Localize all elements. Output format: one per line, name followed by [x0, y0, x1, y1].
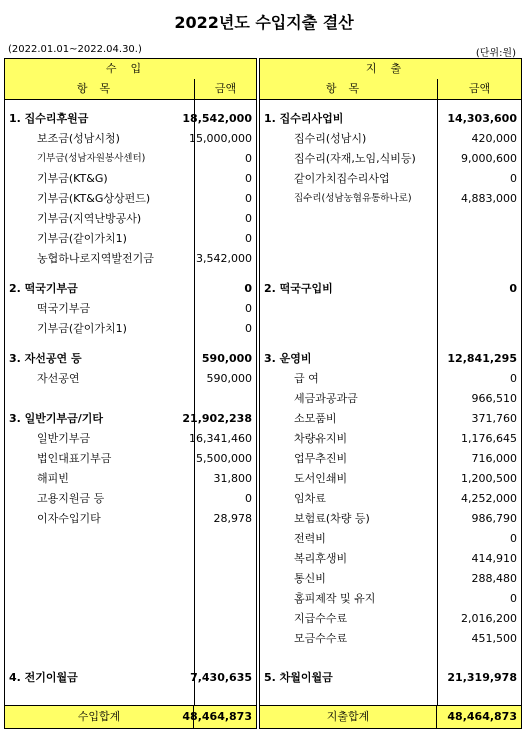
income-row-label: 떡국기부금: [37, 302, 91, 315]
income-row-amount: 0: [245, 212, 252, 225]
expense-row-amount: 9,000,600: [461, 152, 517, 165]
expense-row: [260, 489, 521, 509]
expense-row-label: 업무추진비: [294, 452, 348, 465]
income-total-label: 수입합계: [5, 706, 194, 728]
expense-row-amount: 21,319,978: [447, 671, 517, 684]
income-panel: [4, 58, 257, 729]
expense-row-label: 지급수수료: [294, 612, 348, 625]
income-row-amount: 31,800: [213, 472, 252, 485]
expense-row-label: 전력비: [294, 532, 326, 545]
expense-row-label: 복리후생비: [294, 552, 348, 565]
expense-row: [260, 409, 521, 429]
income-row-label: 3. 일반기부금/기타: [9, 412, 104, 425]
expense-row-amount: 716,000: [471, 452, 517, 465]
income-row-amount: 18,542,000: [182, 112, 252, 125]
income-row-label: 농협하나로지역발전기금: [37, 252, 154, 265]
expense-row-amount: 14,303,600: [447, 112, 517, 125]
income-row-amount: 0: [245, 192, 252, 205]
expense-row-amount: 0: [510, 532, 517, 545]
expense-row-label: 임차료: [294, 492, 326, 505]
income-row-label: 기부금(성남자원봉사센터): [37, 153, 146, 164]
expense-row-label: 집수리(자재,노임,식비등): [294, 152, 416, 165]
expense-row-amount: 451,500: [471, 632, 517, 645]
expense-row-amount: 420,000: [471, 132, 517, 145]
income-row-label: 기부금(KT&G상상펀드): [37, 192, 151, 205]
income-row-amount: 590,000: [206, 372, 252, 385]
expense-row: [260, 369, 521, 389]
expense-panel: [259, 58, 522, 729]
expense-row-amount: 288,480: [471, 572, 517, 585]
expense-row-amount: 12,841,295: [447, 352, 517, 365]
income-row: [5, 369, 256, 389]
income-total-row: [5, 705, 256, 728]
expense-row-label: 세금과공과금: [294, 392, 358, 405]
expense-row-label: 모금수수료: [294, 632, 348, 645]
income-row: [5, 229, 256, 249]
expense-row-label: 집수리(성남시): [294, 132, 367, 145]
income-row-amount: 0: [245, 492, 252, 505]
expense-row: [260, 429, 521, 449]
expense-row: [260, 109, 521, 129]
expense-row-label: 보험료(차량 등): [294, 512, 370, 525]
expense-row-amount: 0: [509, 282, 517, 295]
expense-row-label: 2. 떡국구입비: [264, 282, 333, 295]
expense-row-label: 소모품비: [294, 412, 337, 425]
income-row: [5, 209, 256, 229]
expense-row-amount: 0: [510, 592, 517, 605]
unit-label: (단위:원): [475, 48, 516, 59]
income-row-amount: 0: [245, 232, 252, 245]
income-row-label: 고용지원금 등: [37, 492, 105, 505]
expense-row-label: 차량유지비: [294, 432, 348, 445]
income-row-label: 일반기부금: [37, 432, 91, 445]
income-row: [5, 489, 256, 509]
income-row-amount: 0: [245, 172, 252, 185]
expense-row: [260, 449, 521, 469]
income-row: [5, 189, 256, 209]
expense-row: [260, 469, 521, 489]
income-row-label: 기부금(같이가치1): [37, 322, 127, 335]
income-row-label: 3. 자선공연 등: [9, 352, 82, 365]
income-column-header: [5, 79, 256, 100]
expense-row: [260, 509, 521, 529]
page-title: 2022년도 수입지출 결산: [174, 13, 354, 32]
income-row: [5, 429, 256, 449]
expense-row: [260, 169, 521, 189]
expense-total-value: 48,464,873: [447, 710, 517, 723]
income-row-label: 보조금(성남시청): [37, 132, 120, 145]
income-row-label: 4. 전기이월금: [9, 671, 78, 684]
income-row-amount: 0: [244, 282, 252, 295]
expense-row: [260, 129, 521, 149]
income-row: [5, 509, 256, 529]
expense-row-amount: 414,910: [471, 552, 517, 565]
income-row-label: 자선공연: [37, 372, 80, 385]
expense-total-row: [260, 705, 521, 728]
expense-row-amount: 0: [510, 172, 517, 185]
expense-row: [260, 569, 521, 589]
expense-row-label: 급 여: [294, 372, 319, 385]
expense-column-header: [260, 79, 521, 100]
income-row-label: 해피빈: [37, 472, 69, 485]
expense-row: [260, 279, 521, 299]
expense-row-amount: 4,252,000: [461, 492, 517, 505]
income-header: 수입: [5, 59, 256, 80]
expense-row-amount: 1,176,645: [461, 432, 517, 445]
income-row: [5, 249, 256, 269]
income-row: [5, 449, 256, 469]
expense-header: 지출: [260, 59, 521, 80]
income-row-amount: 16,341,460: [189, 432, 252, 445]
period-label: (2022.01.01~2022.04.30.): [8, 44, 142, 55]
expense-row: [260, 549, 521, 569]
expense-row: [260, 529, 521, 549]
income-row-amount: 0: [245, 322, 252, 335]
income-col-amount: 금액: [214, 82, 237, 95]
income-col-item: 항목: [5, 79, 195, 99]
income-row: [5, 409, 256, 429]
income-row-label: 이자수입기타: [37, 512, 101, 525]
income-row: [5, 109, 256, 129]
income-row: [5, 668, 256, 688]
expense-row: [260, 149, 521, 169]
income-total-value: 48,464,873: [182, 710, 252, 723]
income-row-label: 기부금(KT&G): [37, 172, 108, 185]
expense-row-label: 같이가치집수리사업: [294, 172, 390, 185]
expense-row: [260, 589, 521, 609]
expense-row-amount: 371,760: [471, 412, 517, 425]
income-row-label: 법인대표기부금: [37, 452, 112, 465]
expense-row-label: 5. 차월이월금: [264, 671, 333, 684]
income-row: [5, 129, 256, 149]
income-row: [5, 169, 256, 189]
expense-row: [260, 349, 521, 369]
income-row-amount: 5,500,000: [196, 452, 252, 465]
income-row-label: 2. 떡국기부금: [9, 282, 78, 295]
income-row-amount: 15,000,000: [189, 132, 252, 145]
expense-col-amount: 금액: [468, 82, 491, 95]
income-row-amount: 590,000: [201, 352, 252, 365]
expense-total-label: 지출합계: [260, 706, 437, 728]
expense-row-label: 3. 운영비: [264, 352, 312, 365]
income-row-amount: 3,542,000: [196, 252, 252, 265]
income-row: [5, 469, 256, 489]
income-row-amount: 0: [245, 152, 252, 165]
income-row-label: 기부금(같이가치1): [37, 232, 127, 245]
expense-row-amount: 1,200,500: [461, 472, 517, 485]
income-row: [5, 279, 256, 299]
income-row-amount: 0: [245, 302, 252, 315]
income-row: [5, 349, 256, 369]
income-row: [5, 149, 256, 169]
income-row-label: 기부금(지역난방공사): [37, 212, 142, 225]
income-row-amount: 21,902,238: [182, 412, 252, 425]
expense-row-amount: 966,510: [471, 392, 517, 405]
expense-row: [260, 389, 521, 409]
expense-row: [260, 629, 521, 649]
expense-row-amount: 0: [510, 372, 517, 385]
expense-row-label: 도서인쇄비: [294, 472, 348, 485]
expense-row-amount: 986,790: [471, 512, 517, 525]
income-row-amount: 28,978: [213, 512, 252, 525]
expense-row: [260, 609, 521, 629]
expense-row-amount: 4,883,000: [461, 192, 517, 205]
expense-row-amount: 2,016,200: [461, 612, 517, 625]
income-row-label: 1. 집수리후원금: [9, 112, 89, 125]
expense-row-label: 통신비: [294, 572, 326, 585]
expense-row: [260, 189, 521, 209]
expense-row-label: 1. 집수리사업비: [264, 112, 344, 125]
expense-row: [260, 668, 521, 688]
expense-col-item: 항목: [260, 79, 438, 99]
income-row: [5, 319, 256, 339]
expense-row-label: 홈피제작 및 유지: [294, 592, 376, 605]
income-row: [5, 299, 256, 319]
income-row-amount: 7,430,635: [190, 671, 252, 684]
expense-row-label: 집수리(성남농협유통하나로): [294, 193, 412, 204]
